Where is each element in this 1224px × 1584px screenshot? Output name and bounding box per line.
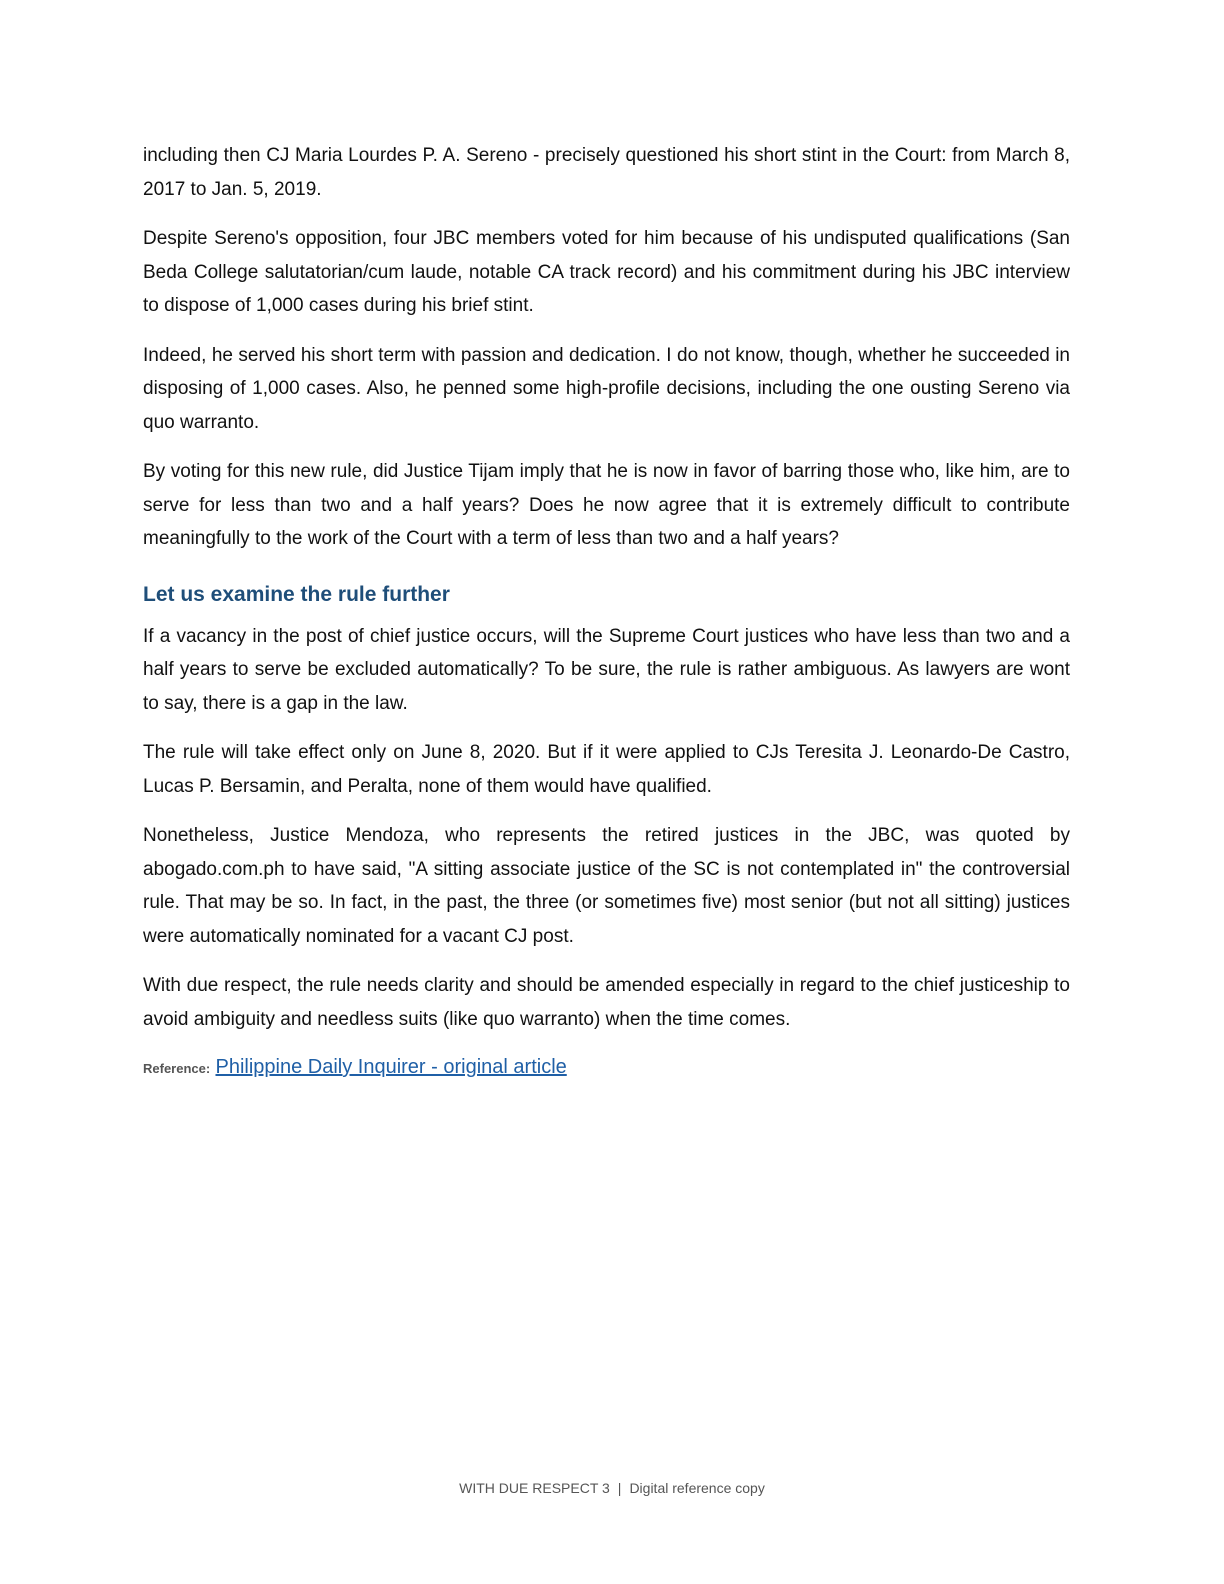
paragraph-1: including then CJ Maria Lourdes P. A. Sereno - precisely questioned his short stint in the Court: from March 8, 2017 to Jan. 5, 2019. — [143, 145, 1070, 200]
footer-separator: | — [617, 1480, 622, 1496]
page-footer — [0, 1480, 1224, 1496]
paragraph-2: Despite Sereno's opposition, four JBC members voted for him because of his undisputed qualifications (San Beda College salutatorian/cum laude, notable CA track record) and his commitment during his JBC interview to dispose of 1,000 cases during his brief stint. — [143, 228, 1070, 316]
article-body — [143, 139, 1070, 1084]
paragraph-4: By voting for this new rule, did Justice Tijam imply that he is now in favor of barring those who, like him, are to serve for less than two and a half years? Does he now agree that it is extremely difficult to contribute meaningfully to the work of the Court with a term of less than two and a half years? — [143, 461, 1070, 549]
section-heading: Let us examine the rule further — [143, 582, 450, 606]
paragraph-7: Nonetheless, Justice Mendoza, who represents the retired justices in the JBC, was quoted by abogado.com.ph to have said, "A sitting associate justice of the SC is not contemplated in" the controversial rule. That may be so. In fact, in the past, the three (or sometimes five) most senior (but not all sitting) justices were automatically nominated for a vacant CJ post. — [143, 825, 1070, 947]
footer-note: Digital reference copy — [629, 1480, 765, 1496]
reference-link[interactable]: Philippine Daily Inquirer - original article — [215, 1056, 567, 1078]
paragraph-5: If a vacancy in the post of chief justice occurs, will the Supreme Court justices who have less than two and a half years to serve be excluded automatically? To be sure, the rule is rather ambiguous. As lawyers are wont to say, there is a gap in the law. — [143, 625, 1070, 714]
paragraph-6: The rule will take effect only on June 8, 2020. But if it were applied to CJs Teresita J. Leonardo-De Castro, Lucas P. Bersamin, and Peralta, none of them would have qualified. — [143, 742, 1070, 797]
reference-line — [143, 1052, 1070, 1084]
paragraph-3: Indeed, he served his short term with passion and dedication. I do not know, though, whether he succeeded in disposing of 1,000 cases. Also, he penned some high-profile decisions, including the one ousting Sereno via quo warranto. — [143, 344, 1070, 433]
paragraph-8: With due respect, the rule needs clarity and should be amended especially in regard to the chief justiceship to avoid ambiguity and needless suits (like quo warranto) when the time comes. — [143, 975, 1070, 1030]
reference-label: Reference: — [143, 1061, 211, 1076]
footer-title: WITH DUE RESPECT 3 — [459, 1480, 610, 1496]
